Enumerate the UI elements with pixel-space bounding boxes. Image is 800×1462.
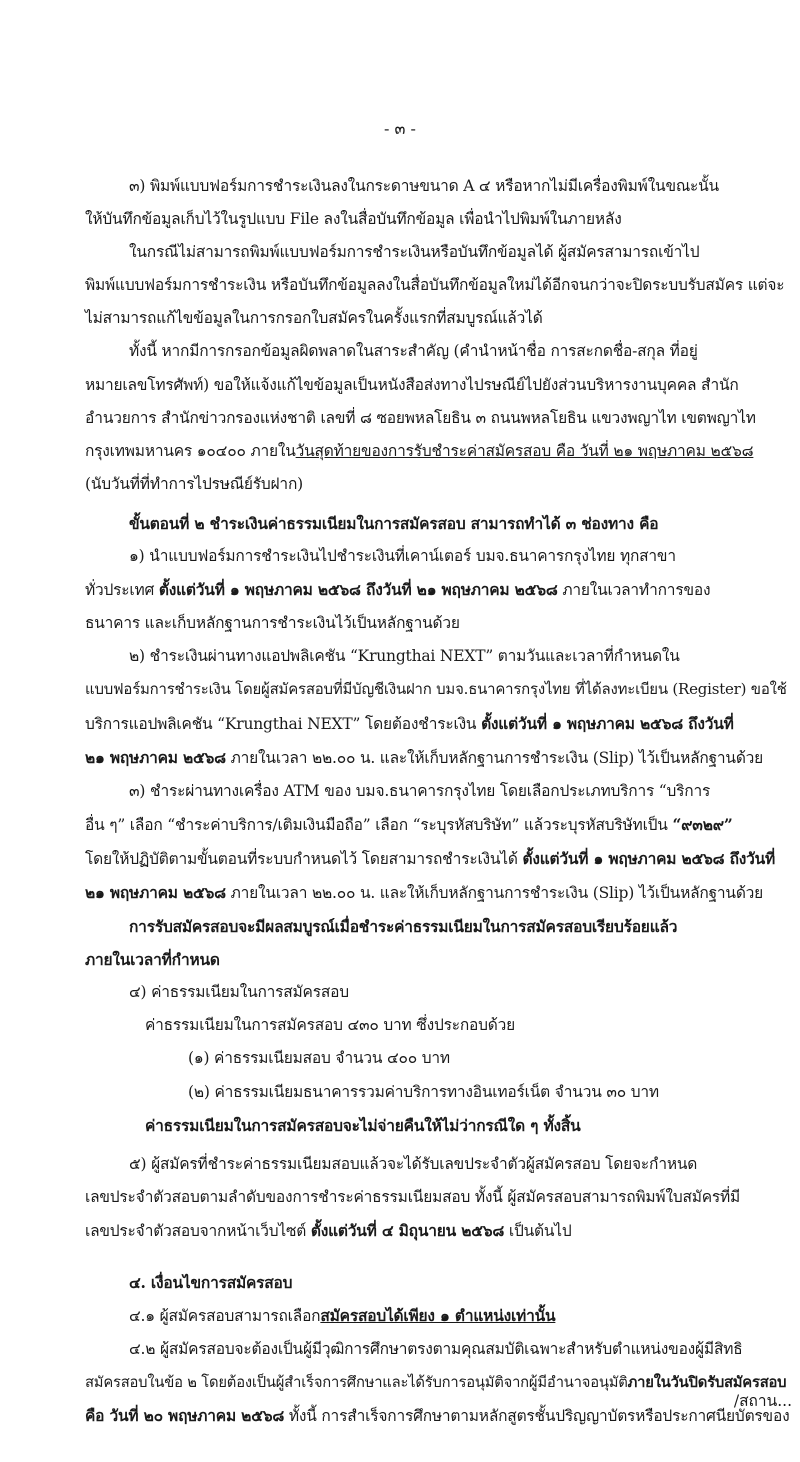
cannot-print-line-3: ไม่สามารถแก้ไขข้อมูลในการกรอกใบสมัครในครั้งแรกที่สมบูรณ์แล้วได้ [85, 309, 543, 328]
fees-no-refund: ค่าธรรมเนียมในการสมัครสอบจะไม่จ่ายคืนให้ไม่ว่ากรณีใด ๆ ทั้งสิ้น [145, 1115, 581, 1135]
channel3-company-code: “๙๓๒๙” [672, 814, 733, 834]
cannot-print-line-1: ในกรณีไม่สามารถพิมพ์แบบฟอร์มการชำระเงินหรือบันทึกข้อมูลได้ ผู้สมัครสามารถเข้าไป [129, 243, 700, 262]
section4-heading: ๔. เงื่อนไขการสมัครสอบ [129, 1273, 293, 1292]
print-form-line-2: ให้บันทึกข้อมูลเก็บไว้ในรูปแบบ File ลงในสื่อบันทึกข้อมูล เพื่อนำไปพิมพ์ในภายหลัง [85, 210, 622, 229]
condition-4-1-emphasis: สมัครสอบได้เพียง ๑ ตำแหน่งเท่านั้น [320, 1306, 556, 1326]
correction-deadline: วันสุดท้ายของการรับชำระค่าสมัครสอบ คือ วันที่ ๒๑ พฤษภาคม ๒๕๖๘ [295, 441, 754, 460]
condition-4-2-line-3-post: ทั้งนี้ การสำเร็จการศึกษาตามหลักสูตรชั้นปริญญาบัตรหรือประกาศนียบัตรของ [284, 1407, 790, 1426]
condition-4-1 [85, 1299, 795, 1333]
exam-number-date: ตั้งแต่วันที่ ๔ มิถุนายน ๒๕๖๘ [310, 1220, 505, 1240]
channel2-line-4-post: ภายในเวลา ๒๒.๐๐ น. และให้เก็บหลักฐานการชำระเงิน (Slip) ไว้เป็นหลักฐานด้วย [225, 748, 764, 767]
condition-4-2-line-2-pre: สมัครสอบในข้อ ๒ โดยต้องเป็นผู้สำเร็จการศึกษาและได้รับการอนุมัติจากผู้มีอำนาจอนุมัติ [85, 1374, 628, 1392]
correction-line-4 [85, 435, 795, 468]
document-body [85, 170, 795, 1433]
exam-number-line-3-pre: เลขประจำตัวสอบจากหน้าเว็บไซต์ [85, 1221, 311, 1240]
channel1-dates: ตั้งแต่วันที่ ๑ พฤษภาคม ๒๕๖๘ ถึงวันที่ ๒๑ พฤษภาคม ๒๕๖๘ [158, 580, 558, 600]
exam-number-line-3-post: เป็นต้นไป [504, 1221, 572, 1240]
channel2-dates-end: ๒๑ พฤษภาคม ๒๕๖๘ [85, 747, 226, 767]
completion-note-line-2: ภายในเวลาที่กำหนด [85, 950, 220, 970]
channel2-line-3 [85, 707, 795, 741]
exam-number-line-2: เลขประจำตัวสอบตามลำดับของการชำระค่าธรรมเนียมสอบ ทั้งนี้ ผู้สมัครสอบสามารถพิมพ์ใบสมัครที่มี [85, 1187, 741, 1206]
channel3-line-4-post: ภายในเวลา ๒๒.๐๐ น. และให้เก็บหลักฐานการชำระเงิน (Slip) ไว้เป็นหลักฐานด้วย [225, 883, 764, 902]
channel1-line-2 [85, 573, 795, 607]
condition-4-2-line-1: ๔.๒ ผู้สมัครสอบจะต้องเป็นผู้มีวุฒิการศึกษาตรงตามคุณสมบัติเฉพาะสำหรับตำแหน่งของผู้มีสิทธิ [129, 1340, 743, 1359]
page-number: - ๓ - [384, 119, 416, 138]
channel3-dates-end: ๒๑ พฤษภาคม ๒๕๖๘ [85, 882, 226, 902]
channel3-line-1: ๓) ชำระผ่านทางเครื่อง ATM ของ บมจ.ธนาคารกรุงไทย โดยเลือกประเภทบริการ “บริการ [129, 781, 711, 800]
channel2-line-1: ๒) ชำระเงินผ่านทางแอปพลิเคชัน “Krungthai NEXT” ตามวันและเวลาที่กำหนดใน [129, 647, 680, 666]
channel3-line-3-pre: โดยให้ปฏิบัติตามขั้นตอนที่ระบบกำหนดไว้ โดยสามารถชำระเงินได้ [85, 849, 523, 868]
condition-4-2-line-2 [85, 1366, 795, 1399]
channel3-dates-start: ตั้งแต่วันที่ ๑ พฤษภาคม ๒๕๖๘ ถึงวันที่ [522, 848, 776, 868]
exam-number-line-3 [85, 1214, 795, 1248]
channel2-line-4 [85, 741, 795, 775]
cannot-print-line-2: พิมพ์แบบฟอร์มการชำระเงิน หรือบันทึกข้อมูลลงในสื่อบันทึกข้อมูลใหม่ได้อีกจนกว่าจะปิดระบบรับสมัคร แต่จะ [85, 276, 785, 295]
condition-4-2-deadline: ภายในวันปิดรับสมัครสอบ [627, 1374, 787, 1392]
channel1-line-1: ๑) นำแบบฟอร์มการชำระเงินไปชำระเงินที่เคาน์เตอร์ บมจ.ธนาคารกรุงไทย ทุกสาขา [129, 547, 676, 566]
condition-4-2-line-3 [85, 1399, 795, 1433]
channel2-dates-start: ตั้งแต่วันที่ ๑ พฤษภาคม ๒๕๖๘ ถึงวันที่ [481, 713, 734, 733]
condition-4-1-pre: ๔.๑ ผู้สมัครสอบสามารถเลือก [129, 1307, 321, 1326]
step2-heading: ขั้นตอนที่ ๒ ชำระเงินค่าธรรมเนียมในการสมัครสอบ สามารถทำได้ ๓ ช่องทาง คือ [129, 513, 659, 533]
correction-line-4-text: กรุงเทพมหานคร ๑๐๔๐๐ ภายใน [85, 441, 296, 460]
channel1-line-2-pre: ทั่วประเทศ [85, 581, 159, 600]
exam-number-line-1: ๕) ผู้สมัครที่ชำระค่าธรรมเนียมสอบแล้วจะได้รับเลขประจำตัวผู้สมัครสอบ โดยจะกำหนด [129, 1154, 698, 1173]
channel3-line-3 [85, 842, 795, 876]
fees-total: ค่าธรรมเนียมในการสมัครสอบ ๔๓๐ บาท ซึ่งประกอบด้วย [145, 1016, 516, 1035]
channel2-line-2: แบบฟอร์มการชำระเงิน โดยผู้สมัครสอบที่มีบัญชีเงินฝาก บมจ.ธนาคารกรุงไทย ที่ได้ลงทะเบียน (Register) ขอใช้ [85, 680, 787, 699]
condition-4-2-date: คือ วันที่ ๒๐ พฤษภาคม ๒๕๖๘ [85, 1406, 285, 1426]
channel2-line-3-pre: บริการแอปพลิเคชัน “Krungthai NEXT” โดยต้องชำระเงิน [85, 714, 482, 733]
channel3-line-4 [85, 876, 795, 910]
correction-line-1: ทั้งนี้ หากมีการกรอกข้อมูลผิดพลาดในสาระสำคัญ (คำนำหน้าชื่อ การสะกดชื่อ-สกุล ที่อยู่ [129, 342, 698, 361]
fees-heading: ๔) ค่าธรรมเนียมในการสมัครสอบ [129, 983, 349, 1002]
correction-line-3: อำนวยการ สำนักข่าวกรองแห่งชาติ เลขที่ ๘ ซอยพหลโยธิน ๓ ถนนพหลโยธิน แขวงพญาไท เขตพญาไท [85, 408, 756, 427]
fee-item-2: (๒) ค่าธรรมเนียมธนาคารรวมค่าบริการทางอินเทอร์เน็ต จำนวน ๓๐ บาท [188, 1082, 659, 1101]
channel1-line-2-post: ภายในเวลาทำการของ [557, 581, 711, 600]
print-form-line-1: ๓) พิมพ์แบบฟอร์มการชำระเงินลงในกระดาษขนาด A ๔ หรือหากไม่มีเครื่องพิมพ์ในขณะนั้น [129, 177, 719, 195]
correction-line-5: (นับวันที่ที่ทำการไปรษณีย์รับฝาก) [85, 474, 303, 493]
continuation-marker: /สถาน... [733, 1392, 792, 1410]
channel3-line-2 [85, 808, 795, 842]
completion-note-line-1: การรับสมัครสอบจะมีผลสมบูรณ์เมื่อชำระค่าธรรมเนียมในการสมัครสอบเรียบร้อยแล้ว [129, 917, 678, 937]
correction-line-2: หมายเลขโทรศัพท์) ขอให้แจ้งแก้ไขข้อมูลเป็นหนังสือส่งทางไปรษณีย์ไปยังส่วนบริหารงานบุคคล สำนัก [85, 375, 739, 394]
fee-item-1: (๑) ค่าธรรมเนียมสอบ จำนวน ๔๐๐ บาท [188, 1049, 450, 1068]
channel3-line-2-pre: อื่น ๆ” เลือก “ชำระค่าบริการ/เติมเงินมือถือ” เลือก “ระบุรหัสบริษัท” แล้วระบุรหัสบริษัทเป็น [85, 815, 673, 834]
channel1-line-3: ธนาคาร และเก็บหลักฐานการชำระเงินไว้เป็นหลักฐานด้วย [85, 614, 460, 633]
